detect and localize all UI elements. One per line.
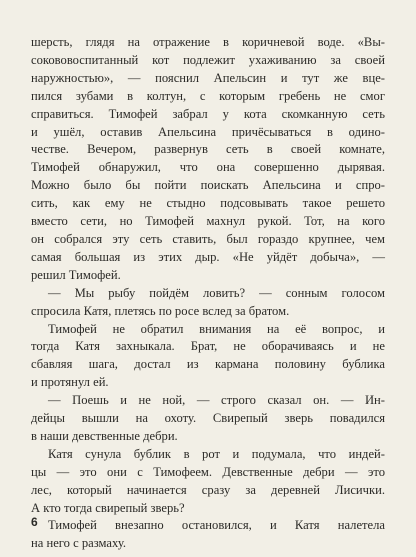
text-line: наружностью», — пояснил Апельсин и тут же вце- bbox=[31, 70, 385, 85]
text-line: спросила Катя, плетясь по росе вслед за братом. bbox=[31, 303, 290, 318]
paragraph bbox=[31, 34, 385, 285]
text-line: и ушёл, оставив Апельсина причёсываться в одино- bbox=[31, 124, 385, 139]
text-line: тогда Катя захныкала. Брат, не оборачиваясь и не bbox=[31, 339, 385, 354]
text-line: дейцы вышли на охоту. Свирепый зверь повадился bbox=[31, 411, 385, 426]
text-line: шерсть, глядя на отражение в коричневой воде. «Вы- bbox=[31, 35, 385, 49]
text-line: Можно было бы пойти поискать Апельсина и спро- bbox=[31, 178, 385, 193]
text-line: на него с размаху. bbox=[31, 536, 126, 551]
paragraph bbox=[31, 446, 385, 518]
text-line: сбавляя шага, достал из кармана половину бублика bbox=[31, 357, 385, 372]
text-line: лес, который начинается сразу за деревней Лисички. bbox=[31, 482, 385, 497]
text-line: Тимофей обнаружил, что она совершенно дырявая. bbox=[31, 160, 385, 175]
text-line: вместо сети, но Тимофей махнул рукой. Тот, на кого bbox=[31, 214, 385, 229]
text-line: самая большая из этих дыр. «Не уйдёт добыча», — bbox=[31, 249, 385, 264]
text-line: А кто тогда свирепый зверь? bbox=[31, 500, 185, 515]
text-line: в наши девственные дебри. bbox=[31, 428, 178, 443]
page-number: 6 bbox=[31, 515, 38, 529]
paragraph bbox=[31, 392, 385, 446]
paragraph bbox=[31, 517, 385, 553]
text-line: честве. Вечером, развернув сеть в своей комнате, bbox=[31, 142, 385, 157]
text-line: сить, как ему не стыдно подсовывать такое решето bbox=[31, 196, 385, 211]
body-text bbox=[31, 34, 385, 553]
text-line: решил Тимофей. bbox=[31, 267, 121, 282]
text-line: — Мы рыбу пойдём ловить? — сонным голосом bbox=[48, 285, 385, 300]
text-line: справиться. Тимофей забрал у кота скомканную сеть bbox=[31, 106, 385, 121]
text-line: — Поешь и не ной, — строго сказал он. — Ин- bbox=[48, 393, 385, 408]
text-line: пился зубами в колтун, с которым гребень не смог bbox=[31, 88, 385, 103]
text-line: Катя сунула бублик в рот и подумала, что индей- bbox=[48, 446, 385, 461]
text-line: он собрался эту сеть ставить, был гораздо крупнее, чем bbox=[31, 231, 385, 246]
text-line: Тимофей внезапно остановился, и Катя налетела bbox=[48, 518, 385, 533]
paragraph bbox=[31, 285, 385, 321]
text-line: Тимофей не обратил внимания на её вопрос, и bbox=[48, 321, 385, 336]
paragraph bbox=[31, 321, 385, 393]
text-line: цы — это они с Тимофеем. Девственные дебри — это bbox=[31, 464, 385, 479]
text-line: и протянул ей. bbox=[31, 375, 109, 390]
text-line: сокововоспитанный кот подлежит ухаживанию за своей bbox=[31, 52, 385, 67]
